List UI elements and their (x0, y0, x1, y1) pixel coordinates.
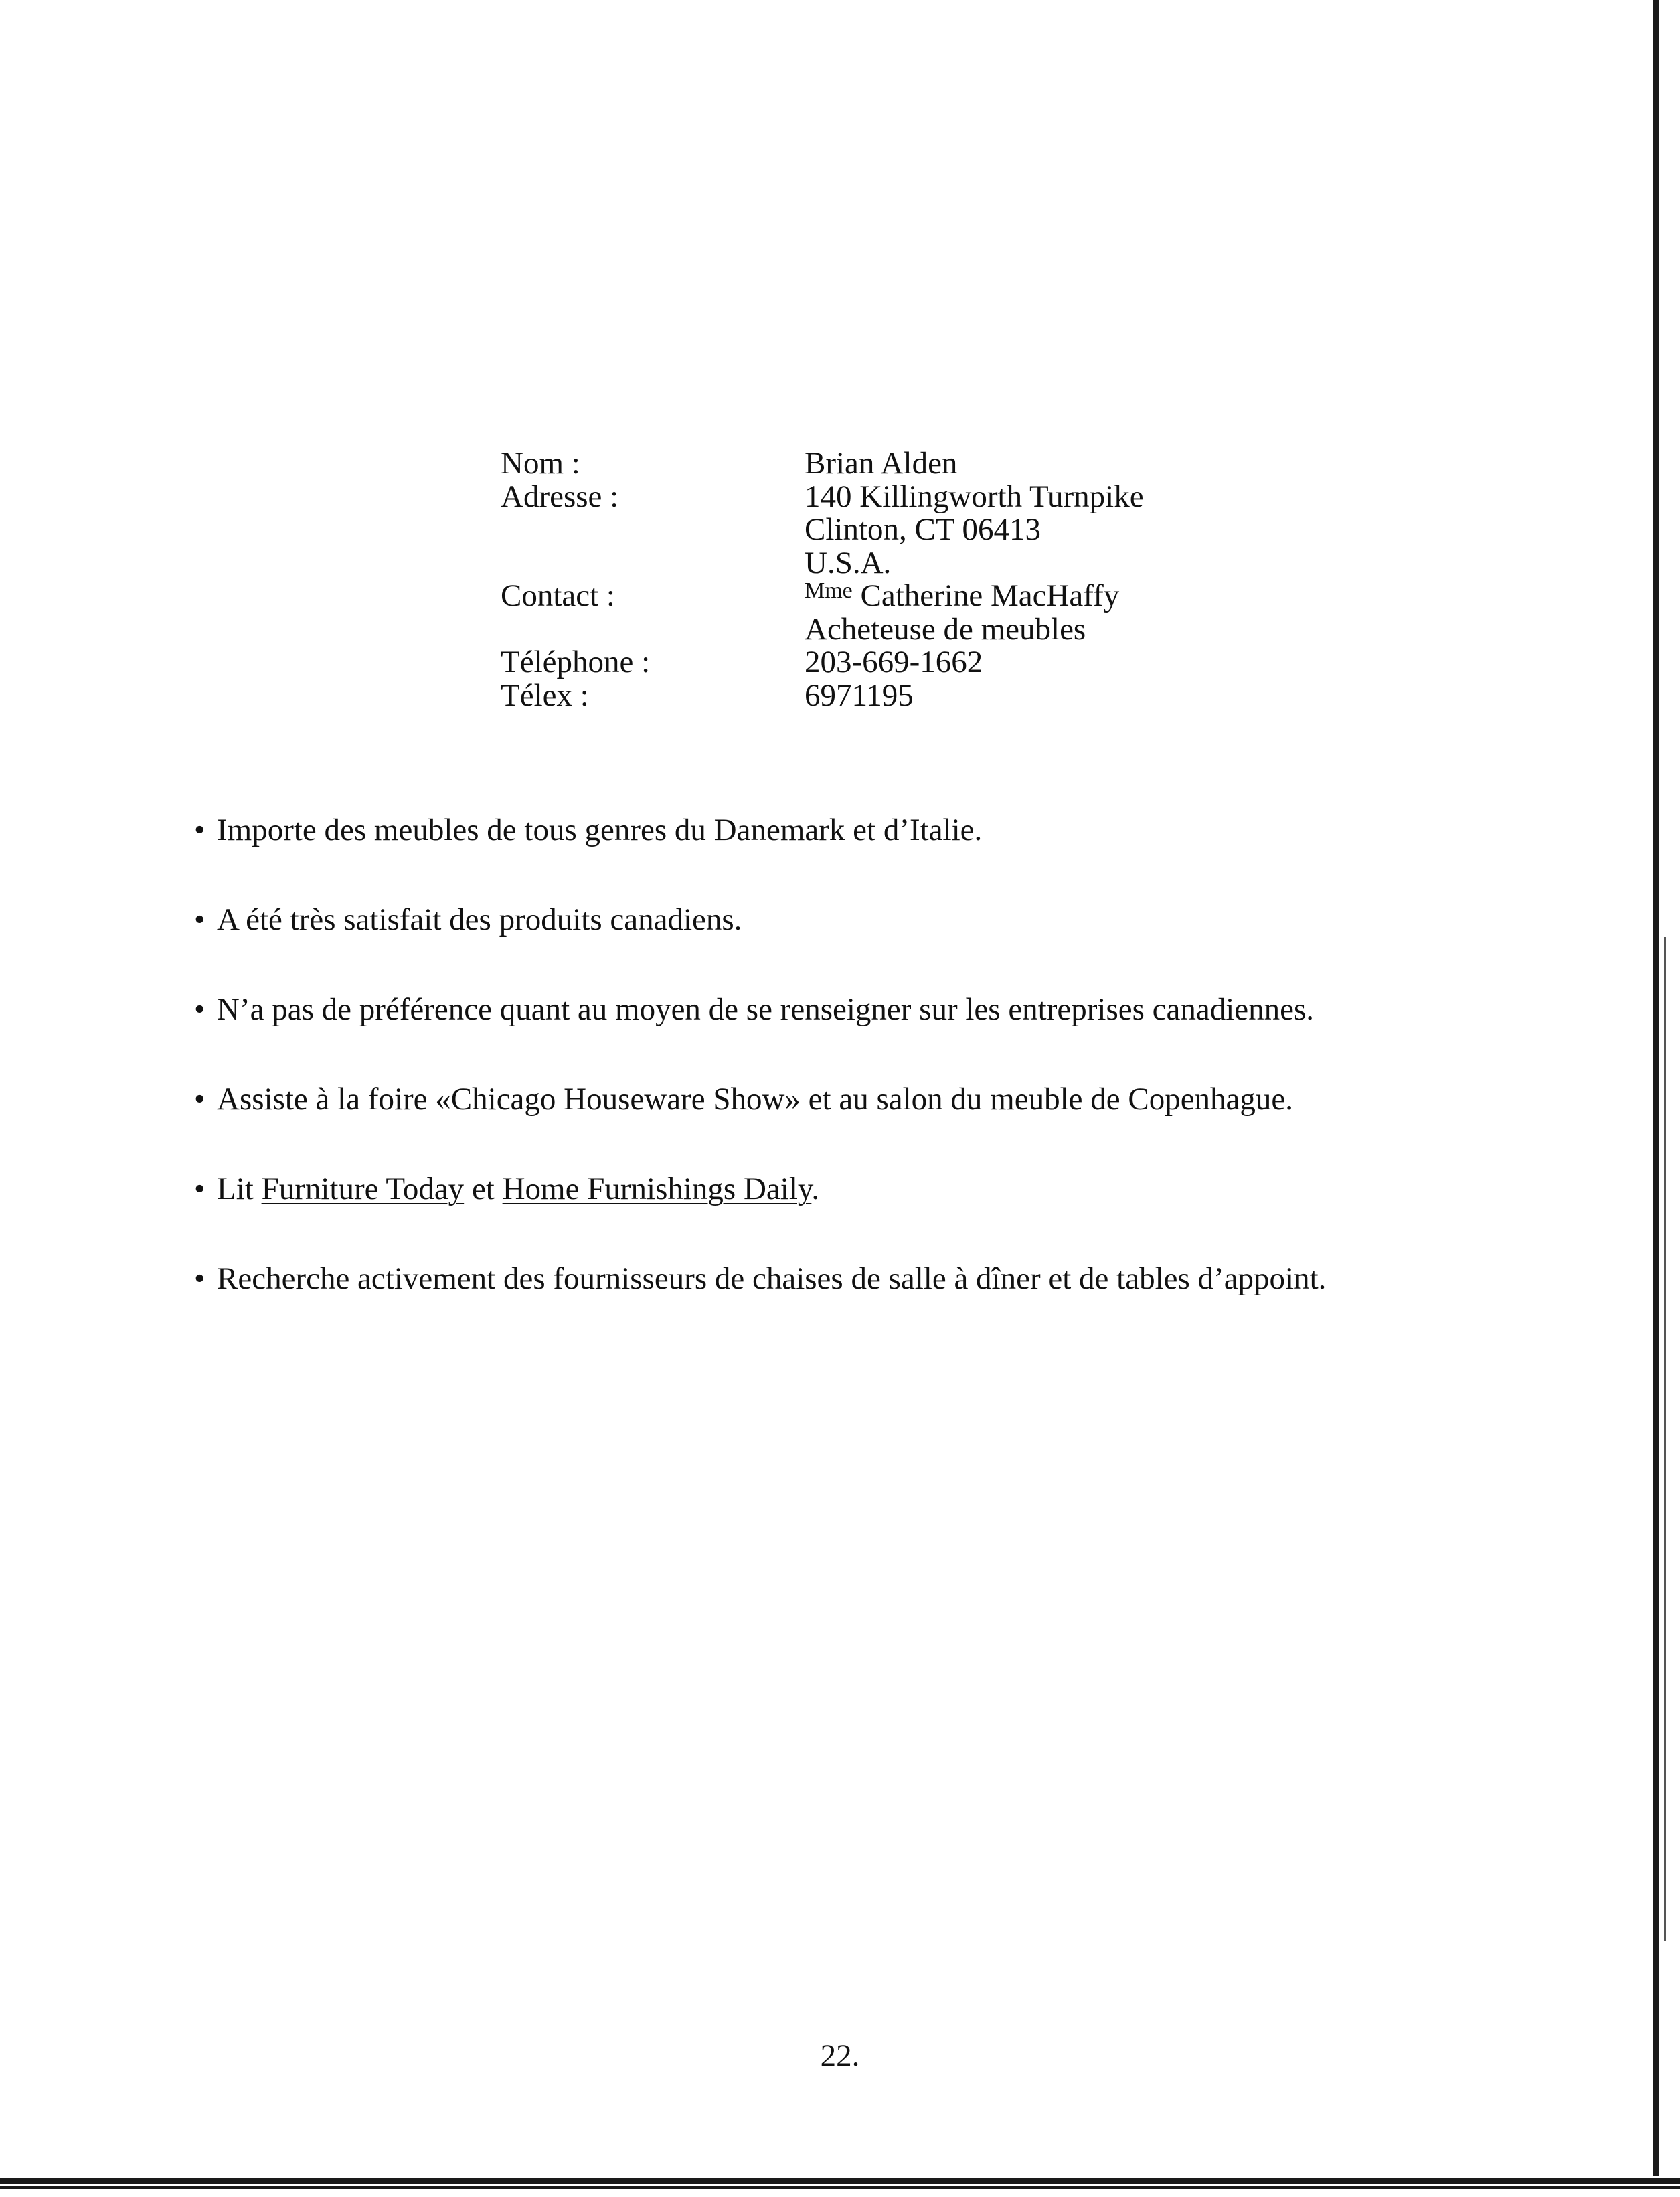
address-line-2: Clinton, CT 06413 (805, 512, 1041, 547)
address-line-3: U.S.A. (805, 545, 892, 580)
address-line-1: 140 Killingworth Turnpike (805, 479, 1144, 514)
phone-value: 203-669-1662 (805, 645, 983, 679)
contact-info-table (501, 447, 1144, 712)
bullet-icon: • (194, 1082, 205, 1117)
publication-title: Home Furnishings Daily (502, 1171, 812, 1206)
notes-bullet-list (194, 811, 1326, 1350)
phone-label: Téléphone : (501, 645, 651, 679)
bullet-text-suffix: . (811, 1171, 820, 1206)
scan-border-right (1653, 0, 1659, 2176)
bullet-text: Assiste à la foire «Chicago Houseware Show» et au salon du meuble de Copenhague. (217, 1082, 1294, 1117)
address-label: Adresse : (501, 479, 619, 514)
contact-person (805, 580, 1119, 613)
bullet-icon: • (194, 902, 205, 937)
bullet-text: Recherche activement des fournisseurs de chaises de salle à dîner et de tables d’appoint. (217, 1261, 1327, 1296)
name-row (501, 447, 1144, 481)
address-row-3 (501, 547, 1144, 580)
bullet-item (194, 991, 1326, 1028)
page-number: 22. (820, 2038, 860, 2073)
address-row-2 (501, 513, 1144, 547)
bullet-icon: • (194, 813, 205, 847)
bullet-text-mid: et (464, 1171, 503, 1206)
scan-border-right-inner (1664, 937, 1666, 1941)
contact-role: Acheteuse de meubles (805, 611, 1086, 647)
name-value: Brian Alden (805, 446, 958, 481)
contact-label: Contact : (501, 578, 615, 613)
contact-row (501, 580, 1144, 613)
telex-label: Télex : (501, 677, 589, 713)
name-label: Nom : (501, 446, 580, 481)
bullet-item (194, 1170, 1326, 1208)
bullet-item (194, 1080, 1326, 1118)
contact-title: Mme (805, 578, 853, 603)
contact-role-row (501, 613, 1144, 647)
bullet-item (194, 1260, 1326, 1297)
bullet-text: A été très satisfait des produits canadiens. (217, 902, 742, 937)
bullet-text: N’a pas de préférence quant au moyen de se renseigner sur les entreprises canadiennes. (217, 992, 1315, 1027)
bullet-icon: • (194, 992, 205, 1027)
bullet-text-prefix: Lit (217, 1171, 262, 1206)
telex-row (501, 679, 1144, 713)
bullet-icon: • (194, 1261, 205, 1296)
bullet-item (194, 811, 1326, 849)
telex-value: 6971195 (805, 677, 914, 713)
phone-row (501, 646, 1144, 679)
publication-title: Furniture Today (261, 1171, 465, 1206)
scan-border-bottom-gap (0, 2184, 1680, 2186)
bullet-item (194, 901, 1326, 939)
address-row (501, 481, 1144, 514)
bullet-text: Importe des meubles de tous genres du Danemark et d’Italie. (217, 813, 983, 847)
contact-name: Catherine MacHaffy (852, 578, 1120, 613)
bullet-icon: • (194, 1171, 205, 1206)
